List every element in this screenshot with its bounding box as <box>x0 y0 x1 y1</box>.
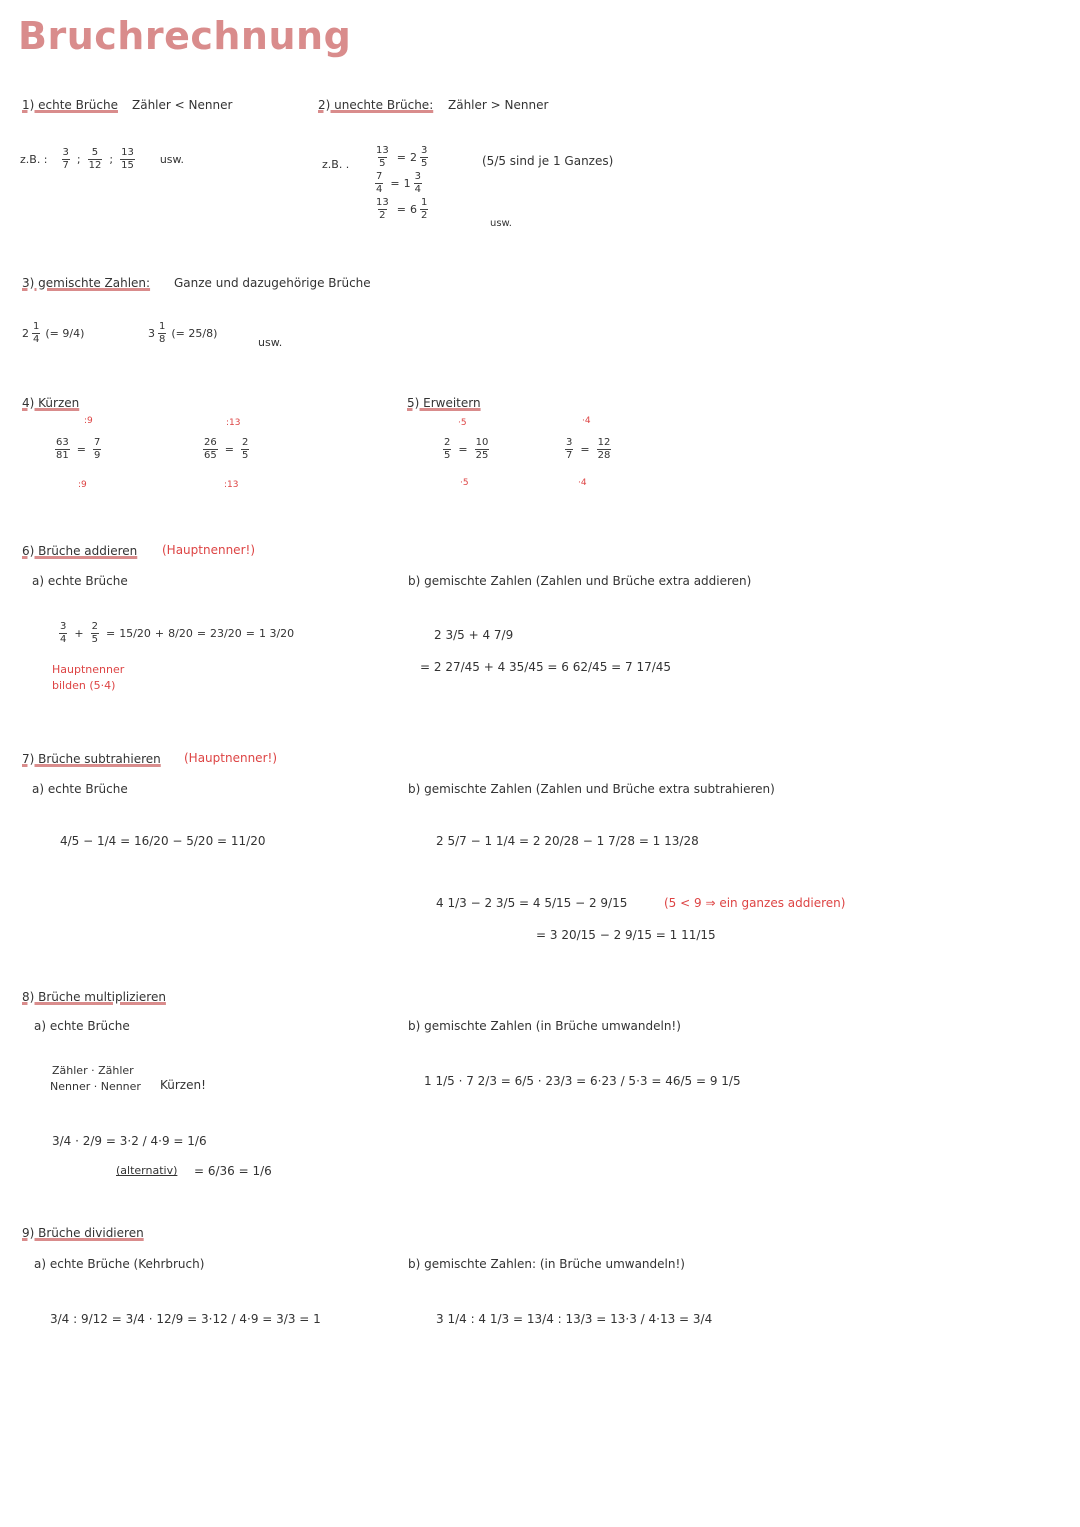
section-2-desc: Zähler > Nenner <box>448 98 549 112</box>
section-7-b-line-3: = 3 20/15 − 2 9/15 = 1 11/15 <box>536 928 716 942</box>
section-8-a-label: a) echte Brüche <box>34 1019 130 1033</box>
section-6-a-calc: 3 4 + $\frac{2}{5}$ = 15/20 + 8/20 = 23/20 = 1 3/20 <box>60 621 295 645</box>
section-4-heading: 4) Kürzen <box>22 396 80 410</box>
section-2-heading: 2) unechte Brüche: <box>318 98 434 112</box>
section-2-rows: $\frac{13}{5}$ = 2 3 5 $\frac{7}{4}$ = 1 3 4 $\frac{13}{2}$ = 6 1 2 <box>376 145 428 221</box>
section-2-note: (5/5 sind je 1 Ganzes) <box>482 154 614 168</box>
section-8-rule-bottom: Nenner · Nenner <box>50 1080 141 1093</box>
section-6-a-hint-2: bilden (5·4) <box>52 679 116 692</box>
section-6-b-line-2: = 2 27/45 + 4 35/45 = 6 62/45 = 7 17/45 <box>420 660 672 674</box>
section-8-alt: (alternativ) <box>116 1164 178 1177</box>
section-2-usw: usw. <box>490 218 512 229</box>
section-7-b-line-2: 4 1/3 − 2 3/5 = 4 5/15 − 2 9/15 <box>436 896 628 910</box>
section-7-note: (Hauptnenner!) <box>184 751 277 765</box>
section-9-a-calc: 3/4 : 9/12 = 3/4 · 12/9 = 3·12 / 4·9 = 3/3 = 1 <box>50 1312 321 1326</box>
section-3-usw: usw. <box>258 336 283 349</box>
section-1-example: z.B. : 3 7 ; 5 12 ; 13 15 usw. <box>20 147 184 171</box>
section-8-kuerzen: Kürzen! <box>160 1078 206 1092</box>
section-3-desc: Ganze und dazugehörige Brüche <box>174 276 371 290</box>
section-8-alt-calc: = 6/36 = 1/6 <box>194 1164 272 1178</box>
section-9-a-label: a) echte Brüche (Kehrbruch) <box>34 1257 205 1271</box>
section-6-note: (Hauptnenner!) <box>162 543 255 557</box>
section-6-heading: 6) Brüche addieren <box>22 544 138 558</box>
section-6-a-hint-1: Hauptnenner <box>52 663 125 676</box>
section-3-heading: 3) gemischte Zahlen: <box>22 276 151 290</box>
section-7-b-label: b) gemischte Zahlen (Zahlen und Brüche extra subtrahieren) <box>408 782 775 796</box>
section-1-heading: 1) echte Brüche <box>22 98 118 112</box>
kuerzen-example-2: :13 $\frac{26}{65}$ = $\frac{2}{5}$ :13 <box>204 418 249 490</box>
section-5-heading: 5) Erweitern <box>407 396 481 410</box>
section-8-b-calc: 1 1/5 · 7 2/3 = 6/5 · 23/3 = 6·23 / 5·3 = 46/5 = 9 1/5 <box>424 1074 741 1088</box>
section-7-a-calc: 4/5 − 1/4 = 16/20 − 5/20 = 11/20 <box>60 834 266 848</box>
section-9-b-label: b) gemischte Zahlen: (in Brüche umwandeln!) <box>408 1257 685 1271</box>
section-7-b-note: (5 < 9 ⇒ ein ganzes addieren) <box>664 896 846 910</box>
section-8-a-calc: 3/4 · 2/9 = 3·2 / 4·9 = 1/6 <box>52 1134 207 1148</box>
section-8-rule-top: Zähler · Zähler <box>52 1064 134 1077</box>
section-3-example-2: 3 1 8 (= 25/8) <box>148 321 218 345</box>
kuerzen-example-1: :9 $\frac{63}{81}$ = $\frac{7}{9}$ :9 <box>56 416 101 490</box>
section-8-heading: 8) Brüche multiplizieren <box>22 990 166 1004</box>
section-6-a-label: a) echte Brüche <box>32 574 128 588</box>
section-8-b-label: b) gemischte Zahlen (in Brüche umwandeln!) <box>408 1019 681 1033</box>
section-7-heading: 7) Brüche subtrahieren <box>22 752 161 766</box>
section-9-b-calc: 3 1/4 : 4 1/3 = 13/4 : 13/3 = 13·3 / 4·13 = 3/4 <box>436 1312 713 1326</box>
erweitern-example-1: ·5 $\frac{2}{5}$ = $\frac{10}{25}$ ·5 <box>444 418 489 488</box>
section-6-b-label: b) gemischte Zahlen (Zahlen und Brüche extra addieren) <box>408 574 752 588</box>
section-9-heading: 9) Brüche dividieren <box>22 1226 144 1240</box>
section-7-b-line-1: 2 5/7 − 1 1/4 = 2 20/28 − 1 7/28 = 1 13/28 <box>436 834 699 848</box>
page-title: Bruchrechnung <box>18 14 352 58</box>
section-6-b-line-1: 2 3/5 + 4 7/9 <box>434 628 514 642</box>
section-3-example-1: 2 1 4 (= 9/4) <box>22 321 85 345</box>
section-7-a-label: a) echte Brüche <box>32 782 128 796</box>
erweitern-example-2: ·4 $\frac{3}{7}$ = $\frac{12}{28}$ ·4 <box>566 416 611 488</box>
section-1-desc: Zähler < Nenner <box>132 98 233 112</box>
section-2-eg: z.B. . <box>322 158 350 171</box>
